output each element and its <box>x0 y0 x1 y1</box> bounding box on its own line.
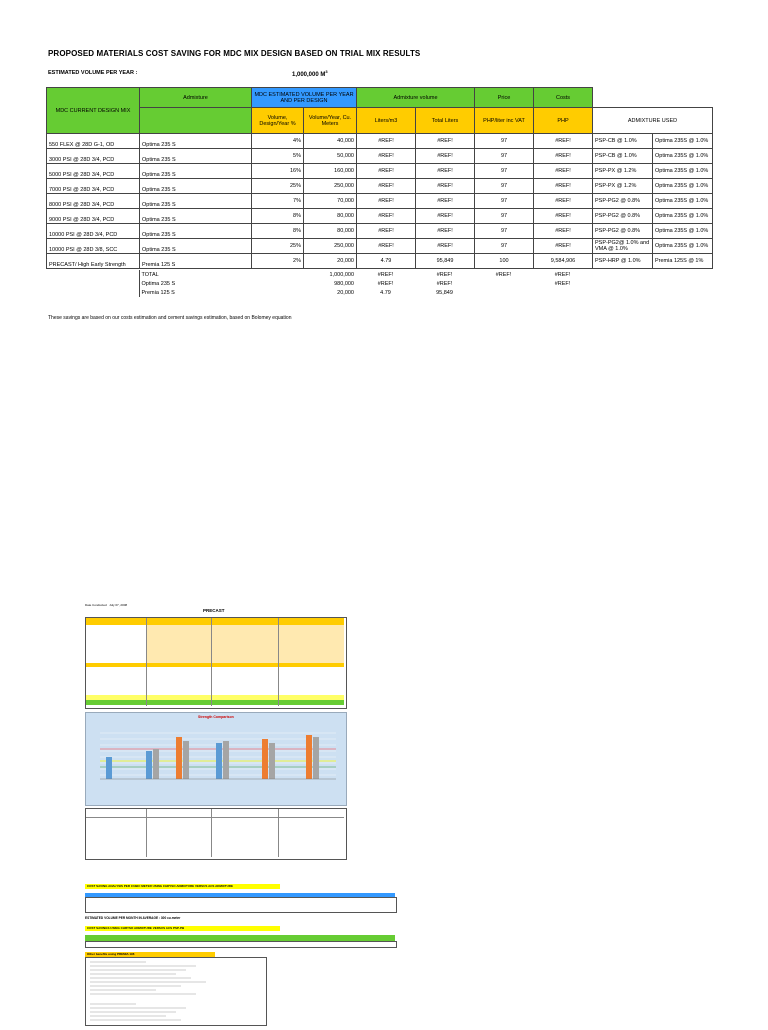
cell-pct: 4% <box>252 134 304 149</box>
cell-pct: 25% <box>252 179 304 194</box>
cell-mix: PRECAST/ High Early Strength <box>47 254 140 269</box>
header-volume-group: MDC ESTIMATED VOLUME PER YEAR AND PER DESIGN <box>252 88 357 108</box>
cell-vol: 50,000 <box>304 149 357 164</box>
cell-adm: Optima 235 S <box>140 149 252 164</box>
header-costs: Costs <box>534 88 593 108</box>
cell-mix: 10000 PSI @ 28D 3/4, PCD <box>47 224 140 239</box>
total-tot: #REF! <box>436 280 453 287</box>
cell-u2: Optima 235S @ 1.0% <box>653 179 713 194</box>
estimated-volume-label: ESTIMATED VOLUME PER YEAR : <box>48 70 138 76</box>
cell-pct: 2% <box>252 254 304 269</box>
totals-row <box>46 279 592 288</box>
cell-mix: 9000 PSI @ 28D 3/4, PCD <box>47 209 140 224</box>
cell-pct: 16% <box>252 164 304 179</box>
cell-u1: PSP-PG2 @ 0.8% <box>593 209 653 224</box>
estimated-volume-value: 1,000,000 $M^3$ <box>292 69 328 78</box>
cell-adm: Optima 235 S <box>140 179 252 194</box>
cell-pct: 8% <box>252 224 304 239</box>
cell-mix: 7000 PSI @ 28D 3/4, PCD <box>47 179 140 194</box>
page-title: PROPOSED MATERIALS COST SAVING FOR MDC MIX DESIGN BASED ON TRIAL MIX RESULTS <box>48 49 421 58</box>
cell-lpm: 4.79 <box>357 254 416 269</box>
cell-price: 97 <box>475 224 534 239</box>
cell-tot: #REF! <box>416 134 475 149</box>
total-tot: #REF! <box>436 271 453 278</box>
cell-vol: 70,000 <box>304 194 357 209</box>
cell-cost: #REF! <box>534 149 593 164</box>
header-total-liters: Total Liters <box>416 108 475 134</box>
cell-price: 97 <box>475 149 534 164</box>
cell-price: 97 <box>475 194 534 209</box>
total-price: #REF! <box>495 271 512 278</box>
cell-pct: 25% <box>252 239 304 254</box>
table-row <box>47 164 713 179</box>
cell-lpm: #REF! <box>357 164 416 179</box>
header-admixture-used: ADMIXTURE USED <box>593 108 713 134</box>
cell-adm: Optima 235 S <box>140 194 252 209</box>
cell-u2: Optima 235S @ 1.0% <box>653 134 713 149</box>
cell-vol: 80,000 <box>304 224 357 239</box>
precast-title: PRECAST <box>203 608 225 613</box>
precast-mix-sheet <box>85 617 347 709</box>
month-volume: ESTIMATED VOLUME PER MONTH IN AVERAGE : 300 cu.meter <box>85 916 181 920</box>
chart-title: Strength Comparison <box>198 715 234 719</box>
table-row <box>47 149 713 164</box>
cell-mix: 3000 PSI @ 28D 3/4, PCD <box>47 149 140 164</box>
cell-vol: 250,000 <box>304 239 357 254</box>
cell-u2: Optima 235S @ 1.0% <box>653 224 713 239</box>
cost-heading2-strip: COST SAVINGS USING CHRYSO ADMIXTURE VERSUS ACS PSP-PB <box>85 926 280 931</box>
total-cost <box>533 288 592 297</box>
cell-u2: Premia 125S @ 1% <box>653 254 713 269</box>
cell-cost: 9,584,906 <box>534 254 593 269</box>
cell-adm: Optima 235 S <box>140 224 252 239</box>
total-lpm: #REF! <box>377 271 394 278</box>
cell-u1: PSP-PG2@ 1.0% and VMA @ 1.0% <box>593 239 653 254</box>
header-price: Price <box>475 88 534 108</box>
table-row <box>47 254 713 269</box>
cost-table2 <box>85 941 397 948</box>
totals-row <box>46 288 592 297</box>
cell-mix: 10000 PSI @ 28D 3/8, SCC <box>47 239 140 254</box>
cell-vol: 80,000 <box>304 209 357 224</box>
header-admixture: Admixture <box>140 88 252 108</box>
date-conducted: Date Conducted July 07, 2008 <box>85 603 128 607</box>
cell-u1: PSP-HRP @ 1.0% <box>593 254 653 269</box>
total-vol: 20,000 <box>337 289 354 296</box>
cell-price: 97 <box>475 239 534 254</box>
cell-price: 97 <box>475 209 534 224</box>
total-label: TOTAL <box>139 270 251 279</box>
header-vol-pct: Volume, Design/Year % <box>252 108 304 134</box>
strength-comparison-chart <box>85 712 347 806</box>
table-row <box>47 209 713 224</box>
cell-tot: #REF! <box>416 149 475 164</box>
header-mix: MDC CURRENT DESIGN MIX <box>47 88 140 134</box>
cell-u1: PSP-PX @ 1.2% <box>593 179 653 194</box>
cell-vol: 20,000 <box>304 254 357 269</box>
totals-row <box>46 270 592 279</box>
total-label: Optima 235 S <box>139 279 251 288</box>
cell-pct: 5% <box>252 149 304 164</box>
cell-mix: 550 FLEX @ 28D G-1, OD <box>47 134 140 149</box>
total-lpm: #REF! <box>377 280 394 287</box>
cell-mix: 5000 PSI @ 28D 3/4, PCD <box>47 164 140 179</box>
cell-cost: #REF! <box>534 194 593 209</box>
footnote: These savings are based on our costs estimation and cement savings estimation, based on Bolomey equation <box>48 315 292 321</box>
header-admixture-volume: Admixture volume <box>357 88 475 108</box>
cell-cost: #REF! <box>534 134 593 149</box>
cell-vol: 40,000 <box>304 134 357 149</box>
cell-tot: #REF! <box>416 239 475 254</box>
cell-u2: Optima 235S @ 1.0% <box>653 239 713 254</box>
cell-price: 97 <box>475 164 534 179</box>
cell-tot: #REF! <box>416 209 475 224</box>
table-row <box>47 239 713 254</box>
cell-lpm: #REF! <box>357 209 416 224</box>
cell-lpm: #REF! <box>357 149 416 164</box>
cell-tot: #REF! <box>416 179 475 194</box>
cell-u2: Optima 235S @ 1.0% <box>653 164 713 179</box>
total-cost: #REF! <box>554 280 571 287</box>
cell-vol: 160,000 <box>304 164 357 179</box>
total-vol: 1,000,000 <box>329 271 354 278</box>
total-tot: 95,849 <box>436 289 453 296</box>
cell-price: 100 <box>475 254 534 269</box>
cell-cost: #REF! <box>534 239 593 254</box>
cell-adm: Premia 125 S <box>140 254 252 269</box>
cell-adm: Optima 235 S <box>140 134 252 149</box>
cell-tot: #REF! <box>416 164 475 179</box>
cell-lpm: #REF! <box>357 239 416 254</box>
cell-adm: Optima 235 S <box>140 209 252 224</box>
cell-lpm: #REF! <box>357 224 416 239</box>
header-admixture-sub <box>140 108 252 134</box>
cell-cost: #REF! <box>534 224 593 239</box>
total-price <box>474 288 533 297</box>
chart-bars <box>86 713 346 805</box>
total-label: Premia 125 S <box>139 288 251 297</box>
header-price-sub: PHP/liter inc VAT <box>475 108 534 134</box>
cost-saving-table <box>46 87 713 269</box>
header-liters-m3: Liters/m3 <box>357 108 416 134</box>
cell-u2: Optima 235S @ 1.0% <box>653 209 713 224</box>
cell-mix: 8000 PSI @ 28D 3/4, PCD <box>47 194 140 209</box>
cell-u1: PSP-PG2 @ 0.8% <box>593 224 653 239</box>
cell-u2: Optima 235S @ 1.0% <box>653 194 713 209</box>
total-vol: 980,000 <box>334 280 354 287</box>
header-costs-sub: PHP <box>534 108 593 134</box>
cell-pct: 7% <box>252 194 304 209</box>
benefits-box <box>85 957 267 1026</box>
cell-u1: PSP-CB @ 1.0% <box>593 134 653 149</box>
cell-u2: Optima 235S @ 1.0% <box>653 149 713 164</box>
total-lpm: 4.79 <box>380 289 391 296</box>
cell-price: 97 <box>475 134 534 149</box>
total-price <box>474 279 533 288</box>
cell-vol: 250,000 <box>304 179 357 194</box>
total-cost: #REF! <box>554 271 571 278</box>
cell-adm: Optima 235 S <box>140 164 252 179</box>
cell-price: 97 <box>475 179 534 194</box>
cell-u1: PSP-PG2 @ 0.8% <box>593 194 653 209</box>
cell-tot: #REF! <box>416 194 475 209</box>
cell-lpm: #REF! <box>357 134 416 149</box>
table-row <box>47 179 713 194</box>
table-row <box>47 134 713 149</box>
cost-heading-strip: COST SAVING ANALYSIS PER CUBIC METER USING CHRYSO ADMIXTURE VERSUS ACS ADMIXTURE <box>85 884 280 889</box>
benefits-title-strip: Other benefits using PREMIA 196 <box>85 952 215 957</box>
cell-u1: PSP-PX @ 1.2% <box>593 164 653 179</box>
header-vol-cum: Volume/Year, Cu. Meters <box>304 108 357 134</box>
cost-table <box>85 897 397 913</box>
cell-cost: #REF! <box>534 209 593 224</box>
cell-adm: Optima 235 S <box>140 239 252 254</box>
cell-u1: PSP-CB @ 1.0% <box>593 149 653 164</box>
table-row <box>47 194 713 209</box>
cell-tot: 95,849 <box>416 254 475 269</box>
cell-cost: #REF! <box>534 179 593 194</box>
cell-lpm: #REF! <box>357 194 416 209</box>
cell-cost: #REF! <box>534 164 593 179</box>
cell-pct: 8% <box>252 209 304 224</box>
cell-tot: #REF! <box>416 224 475 239</box>
cell-lpm: #REF! <box>357 179 416 194</box>
strength-results-table <box>85 808 347 860</box>
table-row <box>47 224 713 239</box>
totals-table <box>46 270 592 297</box>
